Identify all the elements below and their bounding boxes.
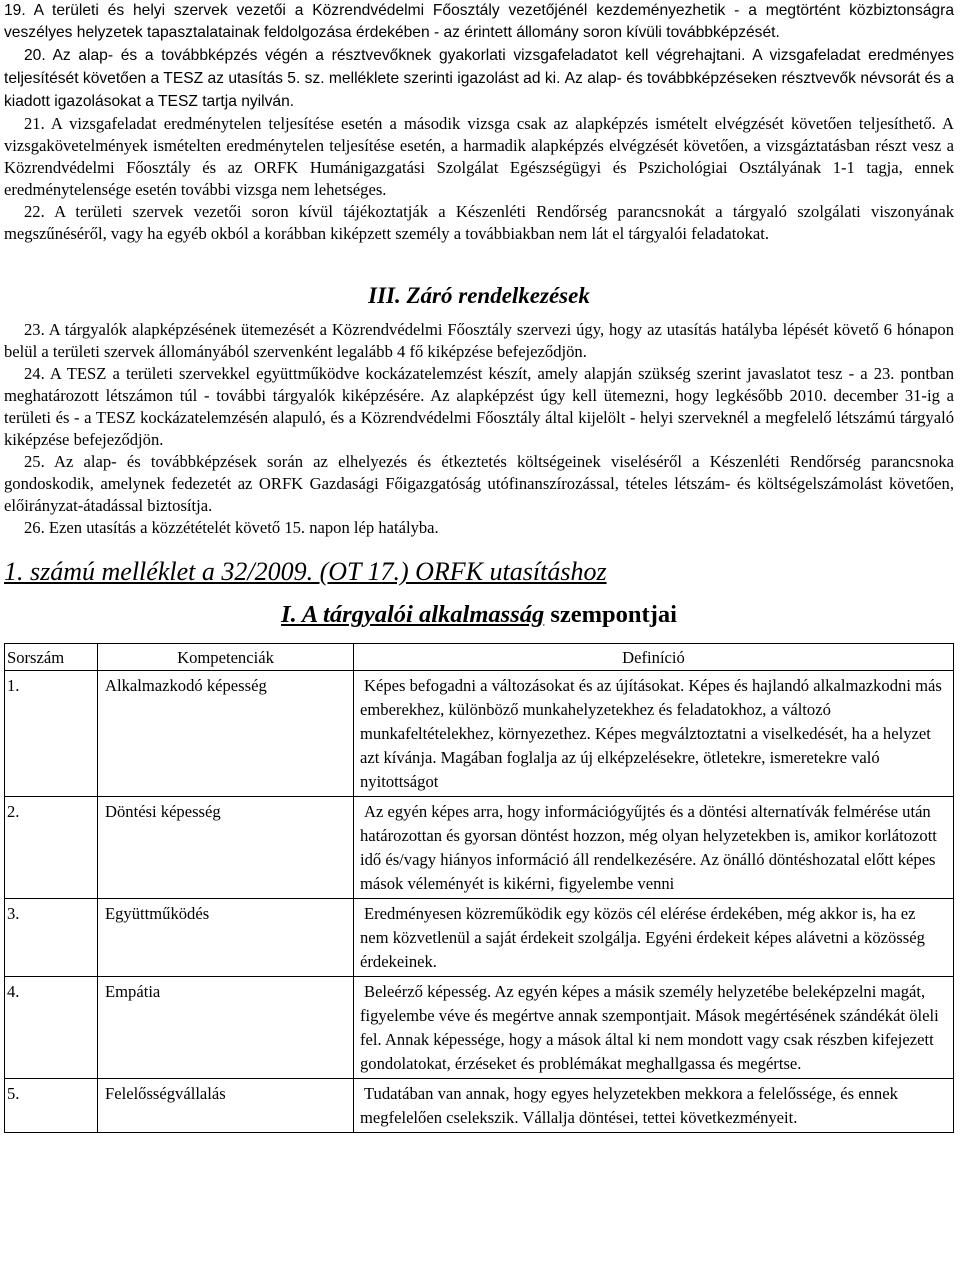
header-kompetenciak: Kompetenciák [98, 644, 354, 671]
paragraph-21-part-b: A vizsgakövetelmények ismételten eredménytelen teljesítése esetén, a harmadik alapképzés elvégzését követően, a vizsgáztatásban részt vesz a Közrendvédelmi Főosztály és az ORFK Humánigazgatási Szolgálat Egészségügyi és Pszichológiai Osztályának 1-1 tagja, ennek eredménytelensége esetén további vizsga nem lehetséges. [4, 114, 955, 199]
table-row [5, 977, 954, 1079]
document-page [4, 0, 954, 1133]
paragraph-24: 24. A TESZ a területi szervekkel együttműködve kockázatelemzést készít, amely alapján szükség szerint javaslatot tesz - a 23. pontban meghatározott létszámon túl - további tárgyalók kiképzésére. Az alapképzést úgy kell ütemezni, hogy legkésőbb 2010. december 31-ig a területi és - a TESZ kockázatelemzésén alapuló, és a Közrendvédelmi Főosztály által kijelölt - helyi szerveknél a megfelelő létszámú tárgyaló kiképzése befejeződjön. [4, 364, 954, 449]
paragraph-22: 22. A területi szervek vezetői soron kívül tájékoztatják a Készenléti Rendőrség parancsnokát a tárgyaló szolgálati viszonyának megszűnéséről, vagy ha egyéb okból a korábban kiképzett személy a továbbiakban nem lát el tárgyalói feladatokat. [4, 202, 954, 243]
row-number: 1. [5, 671, 98, 797]
row-definition: Tudatában van annak, hogy egyes helyzetekben mekkora a felelőssége, és ennek megfelelően cselekszik. Vállalja döntései, tettei következményeit. [354, 1079, 954, 1133]
paragraph-26: 26. Ezen utasítás a közzétételét követő 15. napon lép hatályba. [24, 518, 439, 537]
paragraph-25: 25. Az alap- és továbbképzések során az elhelyezés és étkeztetés költségeinek viseléséről a Készenléti Rendőrség parancsnoka gondoskodik, amelynek fedezetét az ORFK Gazdasági Főigazgatóság utófinanszírozással, tételes létszám- és költségelszámolást követően, előirányzat-átadással biztosítja. [4, 452, 954, 515]
row-number: 3. [5, 899, 98, 977]
section-heading: III. Záró rendelkezések [368, 283, 590, 308]
table-header-row [5, 644, 954, 671]
table-row [5, 1079, 954, 1133]
table-title-italic: I. A tárgyalói alkalmasság [281, 601, 545, 628]
paragraph-20-part-a: 20. Az alap- és a továbbképzés végén a résztvevőknek gyakorlati vizsgafeladatot kell végrehajtani. A vizsgafeladat eredményes teljesítését követően a TESZ az utasítás 5. sz. melléklete szerinti igazolást ad ki. [4, 47, 954, 87]
table-row [5, 671, 954, 797]
header-sorszam: Sorszám [5, 644, 98, 671]
row-definition: Képes befogadni a változásokat és az újításokat. Képes és hajlandó alkalmazkodni más emberekhez, különböző munkahelyzetekhez és feladatokhoz, a változó munkafeltételekhez, környezethez. Képes megválztoztatni a viselkedését, ha a helyzet azt kívánja. Magában foglalja az új elképzelésekre, ötletekre, ismeretekre való nyitottságot [354, 671, 954, 797]
row-competency: Döntési képesség [98, 797, 354, 899]
paragraph-21 [4, 113, 954, 201]
row-competency: Alkalmazkodó képesség [98, 671, 354, 797]
competency-table [4, 643, 954, 1133]
row-competency: Felelősségvállalás [98, 1079, 354, 1133]
row-number: 4. [5, 977, 98, 1079]
paragraph-23: 23. A tárgyalók alapképzésének ütemezését a Közrendvédelmi Főosztály szervezi úgy, hogy az utasítás hatályba lépését követő 6 hónapon belül a területi szervek állományából szervenként legalább 4 fő kiképzése befejeződjön. [4, 320, 954, 361]
row-definition: Beleérző képesség. Az egyén képes a másik személy helyzetébe beleképzelni magát, figyelembe véve és megértve annak szempontjait. Mások megértésének szándékát öleli fel. Annak képessége, hogy a mások által ki nem mondott vagy csak részben kifejezett gondolatokat, érzéseket és problémákat meghallgassa és megértse. [354, 977, 954, 1079]
paragraph-20 [4, 44, 954, 113]
row-number: 5. [5, 1079, 98, 1133]
paragraph-19: 19. A területi és helyi szervek vezetői a Közrendvédelmi Főosztály vezetőjénél kezdeményezhetik - a megtörtént közbiztonságra veszélyes helyzetek tapasztalatainak feldolgozása érdekében - az érintett állomány soron kívüli továbbképzését. [4, 2, 954, 41]
header-definicio: Definíció [354, 644, 954, 671]
paragraph-21-part-a: 21. A vizsgafeladat eredménytelen teljesítése esetén a második vizsga csak az alapképzés ismételt elvégzését követően teljesíthető. [24, 114, 936, 133]
row-competency: Együttműködés [98, 899, 354, 977]
table-title [4, 599, 954, 631]
row-definition: Eredményesen közreműködik egy közös cél elérése érdekében, még akkor is, ha ez nem közvetlenül a saját érdekeit szolgálja. Egyéni érdekeit képes alávetni a közösség érdekeinek. [354, 899, 954, 977]
row-definition: Az egyén képes arra, hogy információgyűjtés és a döntési alternatívák felmérése után határozottan és gyorsan döntést hozzon, még olyan helyzetekben is, amikor korlátozott idő és/vagy hiányos információ áll rendelkezésére. Az önálló döntéshozatal előtt képes mások véleményét is kikérni, figyelembe venni [354, 797, 954, 899]
row-number: 2. [5, 797, 98, 899]
table-row [5, 899, 954, 977]
table-title-plain: szempontjai [550, 601, 677, 628]
annex-title: 1. számú melléklet a 32/2009. (OT 17.) ORFK utasításhoz [4, 557, 607, 586]
table-row [5, 797, 954, 899]
paragraph-20-part-b: Az alap- és továbbképzéseken résztvevők névsorát és a kiadott igazolásokat a TESZ tartja nyilván. [4, 70, 954, 110]
row-competency: Empátia [98, 977, 354, 1079]
